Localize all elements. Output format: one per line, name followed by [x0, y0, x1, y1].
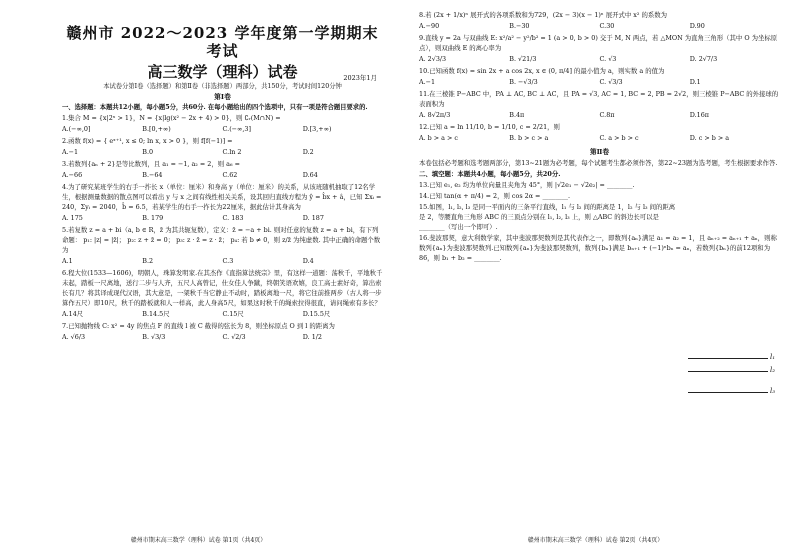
- option: B.0: [142, 148, 154, 156]
- option: C. 183: [222, 214, 244, 222]
- question-text: 7.已知抛物线 C: x² = 4y 的焦点 F 的直线 l 被 C 截得的弦长为 8，则坐标原点 O 到 l 的距离为: [62, 322, 335, 330]
- question-block: [419, 10, 780, 31]
- line-l2: [688, 371, 768, 372]
- option: B.4π: [509, 111, 525, 119]
- option: A. √6/3: [62, 333, 86, 341]
- option: D.1: [689, 78, 701, 86]
- option: D.90: [689, 22, 705, 30]
- question-text: 2.函数 f(x) = { eˣ⁺¹, x ≤ 0; ln x, x > 0 }，则 f[f(−1)] =: [62, 137, 233, 145]
- options-row: [62, 124, 383, 134]
- option: D. 187: [302, 214, 324, 222]
- option: D. 2√7/3: [689, 55, 718, 63]
- options-row: [62, 213, 383, 223]
- question-text: 11.在三棱锥 P−ABC 中，PA ⊥ AC, BC ⊥ AC，且 PA = √3, AC = 1, BC = 2, PB = 2√2，则三棱锥 P−ABC 的外接球的表面积为: [419, 90, 779, 108]
- option: D.16π: [689, 111, 710, 119]
- option: A.−90: [419, 22, 440, 30]
- section-note: 本卷包括必考题和选考题两部分，第13~21题为必考题，每个试题考生都必须作答，第22~23题为选考题，考生根据要求作答.: [419, 159, 778, 167]
- option: A.−1: [62, 148, 79, 156]
- option: A.−66: [62, 171, 83, 179]
- option: A. b > a > c: [419, 134, 458, 142]
- question-block: [419, 89, 780, 120]
- fill-header: 二、填空题：本题共4小题，每小题5分，共20分.: [419, 170, 561, 178]
- option: B. −√3/3: [509, 78, 538, 86]
- option: C.15尺: [222, 310, 244, 318]
- option: B. √21/3: [509, 55, 537, 63]
- line-label: l₁: [770, 353, 776, 361]
- page-footer: 赣州市期末高三数学（理科）试卷 第1页（共4页）: [130, 537, 267, 544]
- question-block: [62, 136, 383, 157]
- option: A.1: [62, 257, 73, 265]
- option: B.14.5尺: [142, 310, 170, 318]
- line-label: l₂: [770, 366, 776, 374]
- question-block: [62, 159, 383, 180]
- section-heading: 第Ⅰ卷: [214, 93, 231, 101]
- question-block: [62, 113, 383, 134]
- option: A. 175: [62, 214, 83, 222]
- options-row: [419, 110, 780, 120]
- options-row: [62, 332, 383, 342]
- instruction-line: 本试卷分第Ⅰ卷（选择题）和第Ⅱ卷（非选择题）两部分，共150分，考试时间120分钟: [103, 83, 342, 90]
- options-row: [419, 54, 780, 64]
- question-block: [419, 122, 780, 143]
- option: D.15.5尺: [302, 310, 331, 318]
- question-text: 1.集合 M = {x|2ˣ > 1}，N = {x|lg(x² − 2x + 4) > 0}，则 ∁ᵣ(M∩N) =: [62, 114, 281, 122]
- option: A.(−∞,0]: [62, 125, 91, 133]
- option: C.62: [222, 171, 238, 179]
- fill-question: 15.如图，l₁, l₂, l₃ 是同一平面内的三条平行直线，l₁ 与 l₂ 间的距离是 1，l₂ 与 l₃ 间的距离是 2，等腰直角三角形 ABC 的三顶点分别在 l₁, l₂, l₃ 上，则 △ABC 的斜边长可以是 ________（写出一个即可）.: [419, 203, 676, 231]
- option: D. 1/2: [302, 333, 322, 341]
- page-2: [397, 0, 794, 550]
- option: D.64: [302, 171, 318, 179]
- question-text: 3.若数列{aₙ + 2}是等比数列，且 a₁ = −1, a₂ = 2，则 a₆ =: [62, 160, 240, 168]
- option: C. a > b > c: [599, 134, 639, 142]
- question-text: 12.已知 a = ln 11/10, b = 1/10, c = 2/21，则: [419, 123, 560, 131]
- line-l3: [688, 392, 768, 393]
- options-row: [62, 309, 383, 319]
- fill-question: 16.斐波那契，意大利数学家，其中斐波那契数列是其代表作之一，即数列{aₙ}满足 a₁ = a₂ = 1，且 aₙ₊₂ = aₙ₊₁ + aₙ，则称数列{aₙ}为斐波那契数列.已知数列{aₙ}为斐波那契数列，数列{bₙ}满足 bₙ₊₁ + (−1)ⁿbₙ = aₙ，若数列{bₙ}的前12项和为86，则 b₁ + b₂ = ________.: [419, 234, 777, 262]
- options-row: [419, 77, 780, 87]
- question-text: 8.若 (2x + 1/x)ⁿ 展开式的各项系数和为729，(2x − 3)(x − 1)ⁿ 展开式中 x² 的系数为: [419, 11, 668, 19]
- question-block: [419, 66, 780, 87]
- option: A.14尺: [62, 310, 84, 318]
- question-text: 5.若复数 z = a + bi（a, b ∈ R，z̄ 为其共轭复数），定义：z̄ = −a + bi. 则对任意的复数 z = a + bi，有下列命题： p₁: |z| = |z̄|； p₂: z + z̄ = 0； p₃: z · z̄ = z · z̄； p₄: 若 b ≠ 0，则 z/z̄ 为纯虚数. 其中正确的命题个数为: [62, 226, 381, 254]
- options-row: [62, 147, 383, 157]
- section-heading: 第Ⅱ卷: [589, 148, 610, 156]
- option: A.−1: [419, 78, 436, 86]
- question-block: [62, 182, 383, 223]
- choice-header: 一、选择题：本题共12小题，每小题5分，共60分. 在每小题给出的四个选项中，只有一项是符合题目要求的.: [62, 104, 368, 111]
- fill-question: 14.已知 tan(α + π/4) = 2，则 cos 2α = ________.: [419, 192, 571, 200]
- option: D.[3,+∞): [302, 125, 332, 133]
- option: A. 2√3/3: [419, 55, 447, 63]
- option: B.−64: [142, 171, 163, 179]
- option: C.8π: [599, 111, 615, 119]
- page-footer: 赣州市期末高三数学（理科）试卷 第2页（共4页）: [527, 537, 664, 544]
- question-text: 6.程大位(1533—1606)，明朝人，珠算发明家.在其杰作《直指算法统宗》里，有这样一道题：荡秋千，平地秋千未起，踏板一尺离地，送行二步与人齐，五尺人高曾记，仕女佳人争蹴，终朝笑语欢嬉，良工高士素好奇，算出索长有几？将其译成现代汉语，其大意是，一架秋千当它静止不动时，踏板离地一尺，将它往前推两步（古人将一步算作五尺）即10尺，秋千的踏板就和人一样高，此人身高5尺，如果这时秋千的绳索拉得很直，请问绳索有多长？: [62, 269, 383, 307]
- question-text: 4.为了研究某班学生的右手一拃长 x（单位：厘米）和身高 y（单位：厘米）的关系，从该班随机抽取了12名学生，根据测量数据的散点图可以看出 y 与 x 之间有线性相关关系，设其回归直线方程为 ŷ = b̂x + â，已知 Σxᵢ = 240，Σyᵢ = 2040，b̂ = 6.5，若某学生的右手一拃长为22厘米，据此估计其身高为: [62, 183, 382, 211]
- subtitle-text: 高三数学（理科）试卷: [147, 63, 298, 81]
- options-row: [419, 21, 780, 31]
- option: C. √2/3: [222, 333, 246, 341]
- option: C.(−∞,3]: [222, 125, 251, 133]
- exam-title: 赣州市 2022～2023 学年度第一学期期末考试: [66, 24, 379, 60]
- fill-question: 13.已知 e₁, e₂ 均为单位向量且夹角为 45°，则 |√2e₁ − √2e₂| = ________.: [419, 181, 635, 189]
- question-block: [62, 321, 383, 342]
- question-text: 10.已知函数 f(x) = sin 2x + a cos 2x, x ∈ (0, π/4] 的最小值为 a，则实数 a 的值为: [419, 67, 665, 75]
- question-text: 9.直线 y = 2a 与双曲线 E: x²/a² − y²/b² = 1 (a > 0, b > 0) 交于 M, N 两点，若 △MON 为直角三角形（其中 O 为坐标原点），则双曲线 E 的离心率为: [419, 34, 778, 52]
- option: A. 8√2π/3: [419, 111, 451, 119]
- question-block: [62, 225, 383, 266]
- option: C.ln 2: [222, 148, 242, 156]
- parallel-lines-figure: [688, 354, 778, 394]
- line-label: l₃: [770, 387, 776, 395]
- option: C. √3/3: [599, 78, 623, 86]
- option: B. b > c > a: [509, 134, 549, 142]
- option: B.2: [142, 257, 154, 265]
- option: C. √3: [599, 55, 617, 63]
- exam-subtitle: [62, 62, 383, 82]
- options-row: [62, 170, 383, 180]
- option: D.4: [302, 257, 314, 265]
- option: B.−30: [509, 22, 530, 30]
- option: D. c > b > a: [689, 134, 730, 142]
- line-l1: [688, 358, 768, 359]
- options-row: [419, 133, 780, 143]
- exam-date: 2023年1月: [343, 74, 377, 82]
- question-block: [419, 33, 780, 64]
- option: B. √3/3: [142, 333, 166, 341]
- options-row: [62, 256, 383, 266]
- option: B.[0,+∞): [142, 125, 171, 133]
- option: B. 179: [142, 214, 164, 222]
- option: D.2: [302, 148, 314, 156]
- question-block: [62, 268, 383, 319]
- option: C.3: [222, 257, 234, 265]
- option: C.30: [599, 22, 615, 30]
